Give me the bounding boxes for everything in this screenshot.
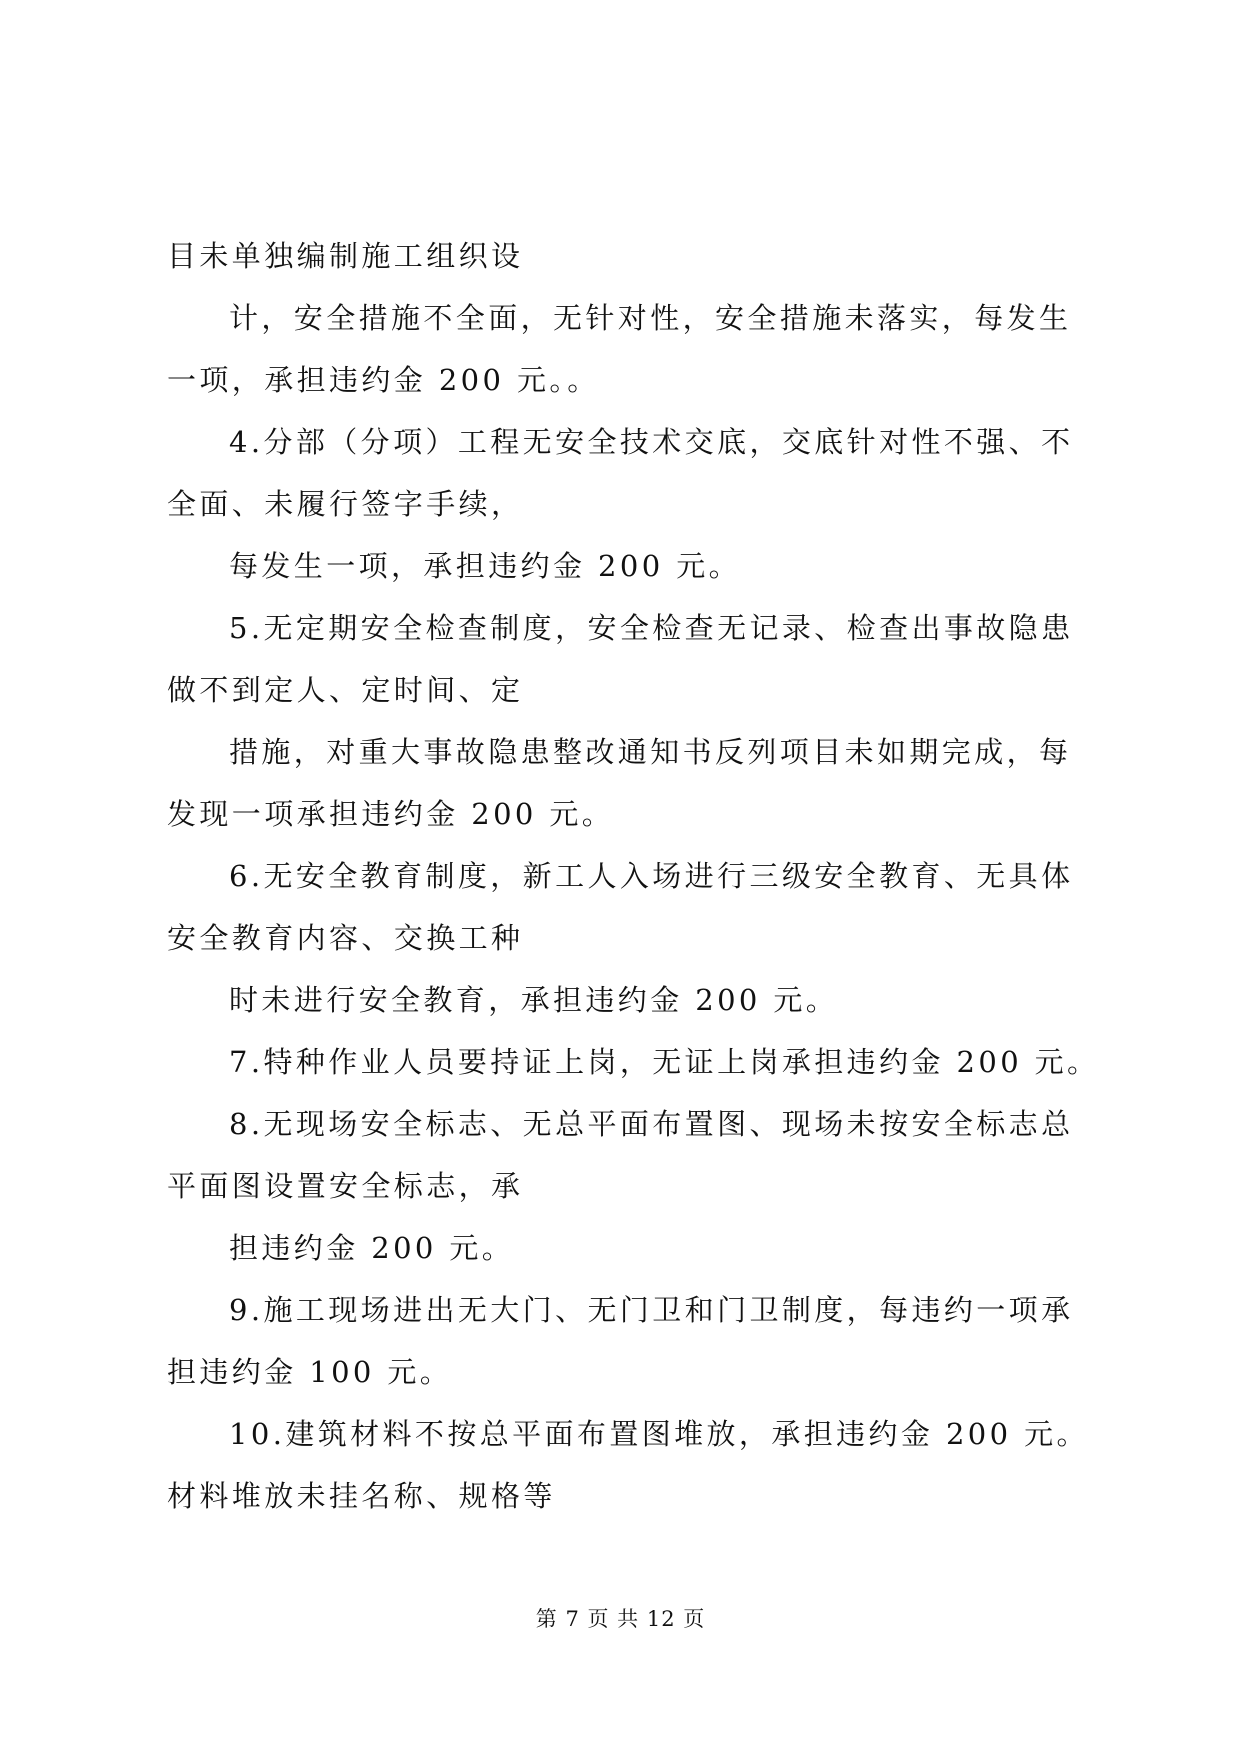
text-line-6: 每发生一项，承担违约金 200 元。 xyxy=(229,549,741,583)
text-line-9: 措施，对重大事故隐患整改通知书反列项目未如期完成，每 xyxy=(229,735,1072,769)
text-line-12: 安全教育内容、交换工种 xyxy=(167,921,524,955)
text-line-13: 时未进行安全教育，承担违约金 200 元。 xyxy=(229,983,839,1017)
page-number-footer: 第 7 页 共 12 页 xyxy=(535,1607,706,1631)
text-line-15: 8.无现场安全标志、无总平面布置图、现场未按安全标志总 xyxy=(229,1107,1074,1141)
text-line-7: 5.无定期安全检查制度，安全检查无记录、检查出事故隐患 xyxy=(229,611,1074,645)
text-line-8: 做不到定人、定时间、定 xyxy=(167,673,524,707)
text-line-16: 平面图设置安全标志，承 xyxy=(167,1169,524,1203)
text-line-20: 10.建筑材料不按总平面布置图堆放，承担违约金 200 元。 xyxy=(229,1417,1089,1451)
text-line-2: 计，安全措施不全面，无针对性，安全措施未落实，每发生 xyxy=(229,301,1072,335)
text-line-19: 担违约金 100 元。 xyxy=(167,1355,453,1389)
text-line-10: 发现一项承担违约金 200 元。 xyxy=(167,797,615,831)
text-line-3: 一项，承担违约金 200 元。。 xyxy=(167,363,600,397)
text-line-1: 目未单独编制施工组织设 xyxy=(167,239,524,273)
text-line-11: 6.无安全教育制度，新工人入场进行三级安全教育、无具体 xyxy=(229,859,1074,893)
text-line-4: 4.分部（分项）工程无安全技术交底，交底针对性不强、不 xyxy=(229,425,1074,459)
text-line-17: 担违约金 200 元。 xyxy=(229,1231,515,1265)
text-line-14: 7.特种作业人员要持证上岗，无证上岗承担违约金 200 元。 xyxy=(229,1045,1100,1079)
text-line-21: 材料堆放未挂名称、规格等 xyxy=(167,1479,556,1513)
text-line-5: 全面、未履行签字手续， xyxy=(167,487,524,521)
text-line-18: 9.施工现场进出无大门、无门卫和门卫制度，每违约一项承 xyxy=(229,1293,1074,1327)
